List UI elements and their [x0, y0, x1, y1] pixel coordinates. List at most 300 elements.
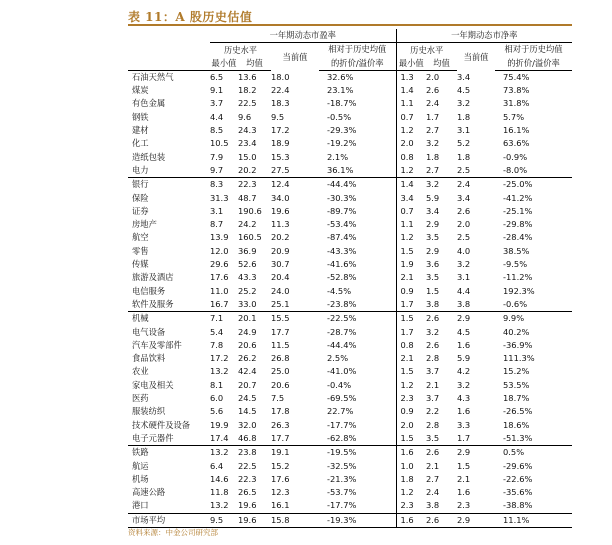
table-row	[128, 379, 572, 392]
pb-current-cell: 4.5	[457, 326, 471, 337]
table-row	[128, 352, 572, 365]
pe-avg-cell: 15.0	[238, 151, 257, 162]
table-row	[128, 473, 572, 486]
pe-avg-cell: 23.4	[238, 138, 257, 149]
pb-current-cell: 3.3	[457, 419, 471, 430]
pb-avg-cell: 2.2	[426, 406, 440, 417]
sector-name: 造纸包装	[132, 151, 166, 162]
pb-min-cell: 0.8	[396, 151, 426, 164]
table-row	[128, 70, 572, 84]
table-row	[128, 245, 572, 258]
sector-name: 建材	[132, 125, 149, 136]
pb-min-cell: 1.5	[396, 312, 426, 326]
pe-current-cell: 18.0	[271, 71, 290, 82]
pb-avg-cell: 3.2	[426, 138, 440, 149]
pb-min-cell: 2.1	[396, 271, 426, 284]
pb-avg-cell: 3.5	[426, 232, 440, 243]
pe-min-cell: 5.6	[210, 406, 224, 417]
table-row	[128, 258, 572, 271]
pb-rel-header-line1: 相对于历史均值	[504, 44, 563, 55]
pe-current-cell: 17.7	[271, 326, 290, 337]
pb-min-cell: 1.3	[396, 70, 426, 84]
pb-current-cell: 2.3	[457, 500, 471, 511]
pb-current-cell: 4.3	[457, 393, 471, 404]
pe-avg-cell: 26.2	[238, 353, 257, 364]
pb-min-cell: 1.6	[396, 513, 426, 527]
pe-avg-cell: 22.3	[238, 179, 257, 190]
table-row-total	[128, 513, 572, 527]
pb-premium-cell: -38.8%	[503, 500, 533, 511]
pb-min-cell: 2.3	[396, 392, 426, 405]
pe-current-cell: 18.9	[271, 138, 290, 149]
pe-avg-cell: 160.5	[238, 232, 262, 243]
pe-current-cell: 30.7	[271, 259, 290, 270]
pe-premium-cell: -19.3%	[319, 513, 396, 527]
pb-premium-cell: -26.5%	[503, 406, 533, 417]
pe-rel-header-line1: 相对于历史均值	[328, 44, 387, 55]
pe-avg-cell: 19.6	[238, 513, 271, 527]
table-row	[128, 97, 572, 110]
pe-min-cell: 8.1	[210, 379, 224, 390]
pe-avg-cell: 190.6	[238, 205, 262, 216]
pb-avg-cell: 3.2	[426, 179, 440, 190]
pe-min-cell: 13.2	[210, 366, 229, 377]
pe-premium-cell: 36.1%	[319, 164, 396, 178]
pb-current-cell: 5.2	[457, 138, 471, 149]
pb-premium-cell: -0.6%	[495, 298, 572, 312]
pe-premium-cell: -28.7%	[327, 326, 357, 337]
pb-avg-cell: 2.4	[426, 98, 440, 109]
pe-current-cell: 17.2	[271, 125, 290, 136]
table-row	[128, 84, 572, 97]
pb-premium-cell: -11.2%	[503, 272, 533, 283]
pe-min-cell: 16.7	[210, 298, 238, 312]
pe-avg-cell: 26.5	[238, 487, 257, 498]
table-row	[128, 365, 572, 378]
pb-avg-cell: 3.5	[426, 272, 440, 283]
pe-avg-cell: 24.3	[238, 125, 257, 136]
pb-premium-cell: -22.6%	[503, 473, 533, 484]
pe-min-cell: 6.0	[210, 393, 224, 404]
table-body	[128, 70, 572, 527]
pb-current-cell: 1.6	[457, 487, 471, 498]
pb-current-cell: 3.4	[457, 192, 471, 203]
pe-hist-level-header: 历史水平	[223, 44, 258, 55]
pb-min-cell: 1.1	[396, 97, 426, 110]
pe-current-cell: 25.1	[271, 298, 319, 312]
pe-current-cell: 15.5	[271, 313, 290, 324]
pe-current-cell: 12.4	[271, 179, 290, 190]
pe-premium-cell: 23.1%	[327, 85, 354, 96]
pb-avg-cell: 2.7	[426, 125, 440, 136]
table-row	[128, 151, 572, 164]
sector-name: 零售	[132, 245, 149, 256]
pe-avg-cell: 24.5	[238, 393, 257, 404]
sector-name: 服装纺织	[132, 406, 166, 417]
sector-name: 电子元器件	[128, 432, 210, 446]
pe-min-cell: 13.9	[210, 232, 229, 243]
pb-avg-cell: 3.7	[426, 366, 440, 377]
pb-min-cell: 1.7	[396, 298, 426, 312]
sector-name: 医药	[132, 393, 149, 404]
pe-premium-cell: -44.4%	[327, 179, 357, 190]
pb-premium-cell: 18.6%	[503, 419, 530, 430]
table-row	[128, 192, 572, 205]
pb-min-cell: 1.4	[396, 84, 426, 97]
table-row	[128, 231, 572, 244]
pe-current-cell: 20.6	[271, 379, 290, 390]
pb-avg-cell: 2.9	[426, 245, 440, 256]
pe-premium-cell: -0.5%	[327, 111, 352, 122]
pb-premium-cell: 31.8%	[503, 98, 530, 109]
sector-name: 银行	[132, 179, 149, 190]
pb-current-cell: 1.7	[457, 432, 495, 446]
table-row	[128, 137, 572, 150]
pe-avg-cell: 46.8	[238, 432, 271, 446]
pb-hist-level-header: 历史水平	[396, 43, 457, 57]
pb-premium-cell: -29.8%	[503, 219, 533, 230]
pe-current-cell: 9.5	[271, 111, 285, 122]
pb-premium-cell: 16.1%	[503, 125, 530, 136]
pe-current-cell: 25.0	[271, 366, 290, 377]
pe-premium-cell: -19.5%	[327, 447, 357, 458]
pb-premium-cell: 63.6%	[503, 138, 530, 149]
pb-avg-cell: 2.1	[426, 379, 440, 390]
pe-current-cell: 16.1	[271, 500, 290, 511]
pb-current-cell: 2.0	[457, 219, 471, 230]
table-title: 表 11：A 股历史估值	[128, 10, 253, 24]
pe-current-cell: 15.3	[271, 151, 290, 162]
pe-current-cell: 19.6	[271, 205, 290, 216]
sector-name: 软件及服务	[128, 298, 210, 312]
pe-min-cell: 13.2	[210, 500, 229, 511]
pb-avg-cell: 2.8	[426, 419, 440, 430]
pe-avg-cell: 36.9	[238, 245, 257, 256]
pe-avg-cell: 9.6	[238, 111, 252, 122]
table-row	[128, 271, 572, 284]
pb-min-cell: 1.2	[396, 379, 426, 392]
pb-premium-cell: 73.8%	[503, 85, 530, 96]
pb-current-cell: 2.9	[457, 447, 471, 458]
pe-avg-cell: 20.7	[238, 379, 257, 390]
pb-current-cell: 1.8	[457, 151, 471, 162]
pe-avg-cell: 25.2	[238, 285, 257, 296]
pb-current-header: 当前值	[463, 51, 489, 62]
pe-current-cell: 17.6	[271, 473, 290, 484]
pb-premium-cell: 192.3%	[503, 285, 535, 296]
pe-avg-cell: 20.2	[238, 164, 271, 178]
pe-avg-cell: 24.9	[238, 326, 257, 337]
pe-min-cell: 6.5	[210, 71, 224, 82]
sector-name: 航运	[132, 460, 149, 471]
pb-current-cell: 4.5	[457, 85, 471, 96]
pe-current-cell: 20.9	[271, 245, 290, 256]
pe-min-cell: 11.0	[210, 285, 229, 296]
pb-avg-cell: 5.9	[426, 192, 440, 203]
pb-premium-cell: 0.5%	[503, 447, 525, 458]
pe-current-cell: 18.3	[271, 98, 290, 109]
pe-premium-cell: -23.8%	[319, 298, 396, 312]
pb-min-cell: 1.2	[396, 164, 426, 178]
sector-name: 煤炭	[132, 85, 149, 96]
pb-min-cell: 2.0	[396, 419, 426, 432]
pe-premium-cell: -44.4%	[327, 339, 357, 350]
sector-name: 食品饮料	[132, 353, 166, 364]
pe-min-cell: 17.4	[210, 432, 238, 446]
sector-name: 电力	[128, 164, 210, 178]
pe-premium-cell: -43.3%	[327, 245, 357, 256]
pb-premium-cell: -41.2%	[503, 192, 533, 203]
pe-current-cell: 11.5	[271, 339, 290, 350]
pe-min-cell: 17.6	[210, 272, 229, 283]
pb-min-cell: 1.2	[396, 231, 426, 244]
sector-name: 航空	[132, 232, 149, 243]
pe-premium-cell: -17.7%	[327, 500, 357, 511]
pe-premium-cell: 2.1%	[327, 151, 349, 162]
pb-avg-cell: 3.6	[426, 259, 440, 270]
pe-min-cell: 29.6	[210, 259, 229, 270]
pb-current-cell: 3.1	[457, 125, 471, 136]
pe-avg-cell: 20.6	[238, 339, 257, 350]
pe-group-header: 一年期动态市盈率	[210, 29, 396, 43]
sector-name: 保险	[132, 192, 149, 203]
pb-premium-cell: 9.9%	[503, 313, 525, 324]
source-note: 资料来源：中金公司研究部	[128, 528, 218, 537]
pb-avg-cell: 2.1	[426, 460, 440, 471]
pe-avg-cell: 42.4	[238, 366, 257, 377]
pb-avg-header: 均值	[426, 57, 457, 71]
pb-avg-cell: 2.7	[426, 473, 440, 484]
pb-premium-cell: 40.2%	[503, 326, 530, 337]
pb-avg-cell: 3.5	[426, 432, 457, 446]
pe-premium-cell: -53.7%	[327, 487, 357, 498]
pb-min-cell: 1.9	[396, 258, 426, 271]
pb-current-cell: 2.4	[457, 179, 471, 190]
pb-min-cell: 1.2	[396, 124, 426, 137]
pe-min-cell: 8.5	[210, 125, 224, 136]
pb-current-cell: 4.2	[457, 366, 471, 377]
pe-min-cell: 9.5	[210, 513, 238, 527]
sector-name: 市场平均	[128, 513, 210, 527]
pe-avg-cell: 14.5	[238, 406, 257, 417]
pb-min-header: 最小值	[396, 57, 426, 71]
valuation-table	[128, 29, 572, 528]
pb-avg-cell: 2.6	[426, 313, 440, 324]
pb-avg-cell: 3.4	[426, 205, 440, 216]
pe-min-cell: 12.0	[210, 245, 229, 256]
table-row	[128, 178, 572, 192]
pe-avg-cell: 33.0	[238, 298, 271, 312]
pe-premium-cell: -62.8%	[319, 432, 396, 446]
pb-rel-header-line2: 的折价/溢价率	[495, 57, 572, 71]
pe-min-cell: 6.4	[210, 460, 224, 471]
pb-premium-cell: 38.5%	[503, 245, 530, 256]
sector-name: 高速公路	[132, 487, 166, 498]
pe-min-header: 最小值	[210, 57, 238, 71]
pe-current-cell: 22.4	[271, 85, 290, 96]
table-row	[128, 218, 572, 231]
sector-name: 汽车及零部件	[132, 339, 182, 350]
pb-avg-cell: 1.7	[426, 111, 440, 122]
sector-name: 证券	[132, 205, 149, 216]
pb-min-cell: 2.0	[396, 137, 426, 150]
pe-premium-cell: -29.3%	[327, 125, 357, 136]
pe-current-cell: 17.8	[271, 406, 290, 417]
pe-current-cell: 20.2	[271, 232, 290, 243]
pe-current-cell: 20.4	[271, 272, 290, 283]
table-row	[128, 392, 572, 405]
pb-group-header: 一年期动态市净率	[396, 29, 572, 43]
table-row	[128, 460, 572, 473]
sector-name: 电信服务	[132, 285, 166, 296]
pb-min-cell: 1.4	[396, 178, 426, 192]
pb-current-cell: 3.4	[457, 71, 471, 82]
pe-min-cell: 8.3	[210, 179, 224, 190]
pb-premium-cell: -25.1%	[503, 205, 533, 216]
sector-name: 传媒	[132, 259, 149, 270]
pb-premium-cell: 75.4%	[503, 71, 530, 82]
pe-min-cell: 4.4	[210, 111, 224, 122]
pe-current-cell: 11.3	[271, 219, 290, 230]
table-row	[128, 405, 572, 418]
pb-min-cell: 1.2	[396, 486, 426, 499]
pb-min-cell: 3.4	[396, 192, 426, 205]
sector-name: 农业	[132, 366, 149, 377]
pb-current-cell: 2.6	[457, 205, 471, 216]
title-underline	[128, 24, 572, 26]
pe-min-cell: 17.2	[210, 353, 229, 364]
pb-avg-cell: 3.7	[426, 393, 440, 404]
pe-rel-header-line2: 的折价/溢价率	[319, 57, 396, 71]
pb-current-cell: 1.6	[457, 406, 471, 417]
pb-current-cell: 3.1	[457, 272, 471, 283]
table-row	[128, 124, 572, 137]
pe-avg-header: 均值	[238, 57, 271, 71]
pe-premium-cell: 32.6%	[327, 71, 354, 82]
pb-current-cell: 2.9	[457, 313, 471, 324]
pe-premium-cell: -0.4%	[327, 379, 352, 390]
pb-min-cell: 0.7	[396, 205, 426, 218]
pe-current-cell: 26.3	[271, 419, 290, 430]
table-row	[128, 164, 572, 178]
pe-avg-cell: 43.3	[238, 272, 257, 283]
pb-min-cell: 2.1	[396, 352, 426, 365]
table-row	[128, 326, 572, 339]
pb-avg-cell: 3.8	[426, 500, 440, 511]
pb-premium-cell: -8.0%	[495, 164, 572, 178]
pe-premium-cell: -41.0%	[327, 366, 357, 377]
pe-premium-cell: -53.4%	[327, 219, 357, 230]
pb-premium-cell: 53.5%	[503, 379, 530, 390]
sector-name: 电气设备	[132, 326, 166, 337]
pb-min-cell: 1.8	[396, 473, 426, 486]
pb-avg-cell: 3.8	[426, 298, 457, 312]
pe-current-cell: 12.3	[271, 487, 290, 498]
pb-premium-cell: -36.9%	[503, 339, 533, 350]
pb-premium-cell: -0.9%	[503, 151, 528, 162]
sector-name: 技术硬件及设备	[132, 419, 191, 430]
pe-current-header: 当前值	[282, 51, 308, 62]
pb-min-cell: 1.5	[396, 245, 426, 258]
sector-name: 化工	[132, 138, 149, 149]
sector-name: 房地产	[132, 219, 157, 230]
pb-current-cell: 4.0	[457, 245, 471, 256]
table-row	[128, 111, 572, 124]
table-row	[128, 285, 572, 298]
pb-current-cell: 3.2	[457, 259, 471, 270]
pb-avg-cell: 2.4	[426, 487, 440, 498]
pe-min-cell: 7.1	[210, 313, 224, 324]
pe-current-cell: 34.0	[271, 192, 290, 203]
pe-min-cell: 7.9	[210, 151, 224, 162]
pe-current-cell: 17.7	[271, 432, 319, 446]
pb-current-cell: 4.4	[457, 285, 471, 296]
pb-min-cell: 0.7	[396, 111, 426, 124]
pe-current-cell: 26.8	[271, 353, 290, 364]
pb-min-cell: 1.0	[396, 460, 426, 473]
pb-current-cell: 3.2	[457, 379, 471, 390]
pe-min-cell: 31.3	[210, 192, 229, 203]
sector-name: 机械	[132, 313, 149, 324]
pb-premium-cell: -9.5%	[503, 259, 528, 270]
pe-premium-cell: -41.6%	[327, 259, 357, 270]
pb-min-cell: 1.1	[396, 218, 426, 231]
pe-avg-cell: 52.6	[238, 259, 257, 270]
pe-avg-cell: 22.5	[238, 98, 257, 109]
sector-name: 有色金属	[132, 98, 166, 109]
pb-avg-cell: 2.0	[426, 71, 440, 82]
sector-name: 港口	[132, 500, 149, 511]
table-row	[128, 432, 572, 446]
pb-premium-cell: 5.7%	[503, 111, 525, 122]
pb-avg-cell: 2.6	[426, 85, 440, 96]
pb-current-cell: 2.5	[457, 164, 495, 178]
pb-avg-cell: 2.6	[426, 447, 440, 458]
pe-current-cell: 7.5	[271, 393, 285, 404]
pb-current-cell: 2.5	[457, 232, 471, 243]
pe-min-cell: 14.6	[210, 473, 229, 484]
pe-premium-cell: -19.2%	[327, 138, 357, 149]
pe-premium-cell: -52.8%	[327, 272, 357, 283]
pe-current-cell: 27.5	[271, 164, 319, 178]
pe-min-cell: 11.8	[210, 487, 229, 498]
pb-min-cell: 1.5	[396, 432, 426, 446]
pb-avg-cell: 3.2	[426, 326, 440, 337]
pb-premium-cell: 15.2%	[503, 366, 530, 377]
pb-min-cell: 1.6	[396, 446, 426, 460]
pb-premium-cell: -35.6%	[503, 487, 533, 498]
table-row	[128, 339, 572, 352]
pb-current-cell: 2.9	[457, 513, 495, 527]
pb-current-cell: 1.8	[457, 111, 471, 122]
pb-min-cell: 0.8	[396, 339, 426, 352]
pe-premium-cell: 22.7%	[327, 406, 354, 417]
pe-avg-cell: 18.2	[238, 85, 257, 96]
pe-min-cell: 10.5	[210, 138, 229, 149]
pe-current-cell: 19.1	[271, 447, 290, 458]
pe-avg-cell: 13.6	[238, 71, 257, 82]
pe-avg-cell: 22.3	[238, 473, 257, 484]
pb-premium-cell: 11.1%	[495, 513, 572, 527]
pe-min-cell: 3.7	[210, 98, 224, 109]
pe-avg-cell: 48.7	[238, 192, 257, 203]
pe-premium-cell: 2.5%	[327, 353, 349, 364]
table-row	[128, 419, 572, 432]
pe-premium-cell: -30.3%	[327, 192, 357, 203]
sector-name: 石油天然气	[132, 71, 174, 82]
pb-min-cell: 0.9	[396, 285, 426, 298]
pe-premium-cell: -21.3%	[327, 473, 357, 484]
